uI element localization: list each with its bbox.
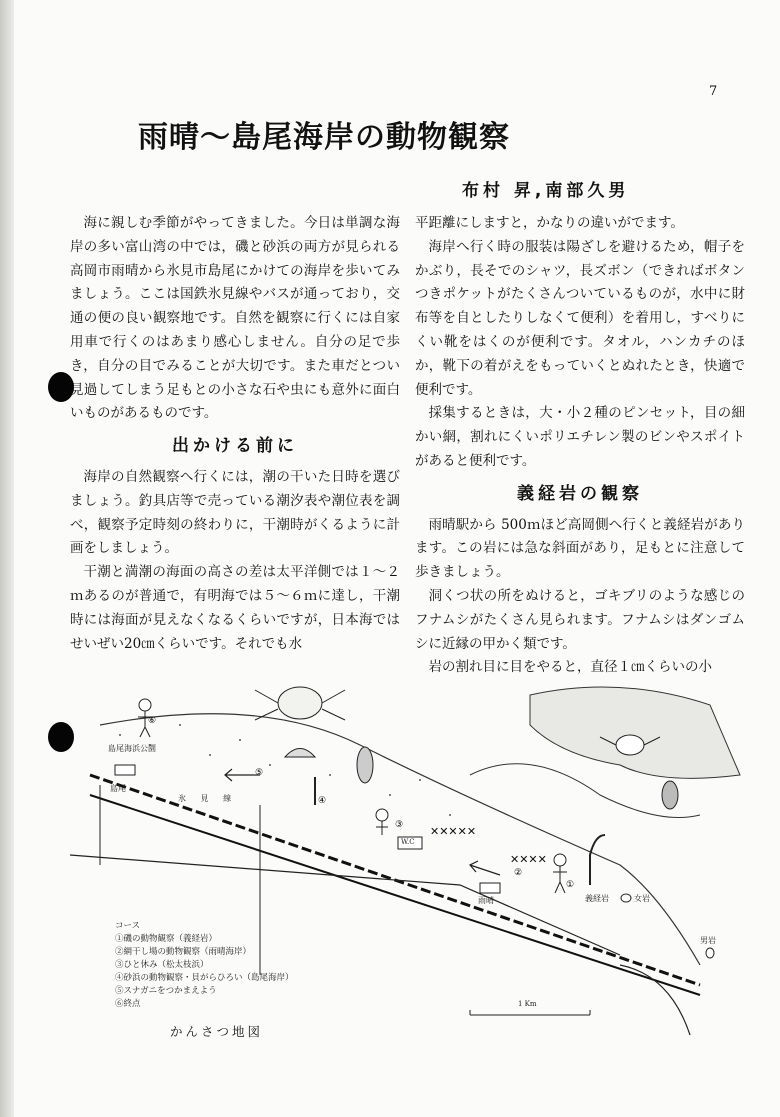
scale-bar [470, 1010, 590, 1015]
label-himi-line: 氷 見 線 [178, 794, 238, 803]
label-amaharashi: 雨晴 [478, 896, 494, 905]
paragraph: 干潮と満潮の海面の高さの差は太平洋側では１～２ｍあるのが普通で，有明海では５～６ｍに達し，干潮時には海面が見えなくなるくらいですが，日本海ではせいぜい20㎝くらいです。それでも水 [70, 564, 400, 652]
route-arrow-2 [470, 861, 500, 875]
hiker-figure-3 [376, 809, 388, 835]
chiton-illustration [662, 781, 678, 809]
legend-title: コース [115, 921, 141, 931]
isopod-illustration [357, 747, 373, 783]
label-shimao-station: 島尾 [110, 784, 126, 793]
legend-item: ③ひと休み（松太枝浜） [115, 960, 209, 970]
stop-4: ④ [318, 796, 327, 806]
legend-item: ⑤スナガニをつかまえよう [115, 986, 217, 996]
paragraph: 雨晴駅から 500ｍほど高岡側へ行くと義経岩があります。この岩には急な斜面があり，足もとに注意して歩きましょう。 [415, 516, 745, 581]
stop-6: ⑥ [148, 716, 157, 726]
label-meiwa: 女岩 [634, 894, 650, 903]
label-scale: 1 Km [518, 1000, 537, 1008]
section-heading-before-going: 出かける前に [172, 436, 298, 457]
page-binding-shadow [0, 0, 14, 1117]
paragraph: 海岸へ行く時の服装は陽ざしを避けるため，帽子をかぶり，長そでのシャツ，長ズボン（できればボタンつきポケットがたくさんついているものが，水中に財布等を自としたりしなくて便利）を着用し，すべりにくい靴をはくのが便利です。タオル，ハンカチのほか，靴下の着がえをもっていくとぬれたとき，快適で便利です。 [415, 238, 745, 398]
legend-item: ②網干し場の動物観察（雨晴海岸） [115, 947, 252, 957]
crab-illustration [255, 687, 345, 720]
paragraph: 岩の割れ目に目をやると，直径１㎝くらいの小 [428, 659, 712, 676]
intro-paragraph: 海に親しむ季節がやってきました。今日は単調な海岸の多い富山湾の中では，磯と砂浜の両方が見られる高岡市雨晴から氷見市島尾にかけての海岸を歩いてみましょう。ここは国鉄氷見線やバスが通っており，交通の便の良い観察地です。自然を観察に行くには自家用車で行くのはあまり感心しません。自分の足で歩き，自分の目でみることが大切です。また車だとつい見過してしまう足もとの小さな石や虫にも意外に面白いものがあるものです。 [70, 215, 400, 422]
legend-item: ④砂浜の動物観察・貝がらひろい（島尾海岸） [115, 973, 294, 983]
right-column [415, 212, 745, 680]
article-title: 雨晴～島尾海岸の動物観察 [138, 120, 510, 155]
stop-2: ② [514, 868, 523, 878]
shell-illustration [285, 749, 315, 758]
legend-item: ⑥終点 [115, 999, 141, 1009]
paragraph: 洞くつ状の所をぬけると，ゴキブリのような感じのフナムシがたくさん見られます。フナムシはダンゴムシに近縁の甲かく類です。 [415, 587, 745, 652]
owa-rock [706, 948, 714, 958]
net-marks-2: ✕✕✕✕ [510, 853, 547, 866]
route-arrow-1 [590, 835, 605, 885]
page-number: 7 [709, 84, 718, 99]
rocky-shore [530, 687, 740, 778]
paragraph: 平距離にしますと，かなりの違いがでます。 [415, 215, 684, 231]
sand-stipple [119, 724, 451, 816]
stop-1: ① [566, 880, 575, 890]
hiker-figure-1 [553, 854, 567, 893]
label-owa: 男岩 [700, 936, 716, 945]
label-shimao-park: 島尾海浜公園 [108, 744, 156, 753]
label-wc: W.C [401, 838, 415, 846]
meiwa-rock [621, 894, 631, 902]
authors: 布村 昇,南部久男 [462, 181, 630, 201]
stop-3: ③ [395, 820, 404, 830]
amaharashi-station-marker [480, 883, 500, 893]
map-legend [115, 920, 294, 1011]
label-yoshitsune-rock: 義経岩 [585, 894, 609, 903]
stop-5: ⑤ [255, 768, 264, 778]
left-column [70, 212, 400, 656]
map-caption: かんさつ地図 [170, 1024, 264, 1039]
paragraph: 採集するときは，大・小２種のピンセット，目の細かい網，割れにくいポリエチレン製のビンやスポイトがあると便利です。 [415, 405, 745, 469]
net-marks-1: ✕✕✕✕✕ [430, 825, 477, 838]
legend-item: ①磯の動物観察（義経岩） [115, 934, 218, 944]
shimao-station-marker [115, 765, 135, 775]
paragraph: 海岸の自然観察へ行くには，潮の干いた日時を選びましょう。釣具店等で売っている潮汐表や潮位表を調べ，観察予定時刻の終わりに，干潮時がくるように計画をしましょう。 [70, 468, 400, 557]
section-heading-yoshitsune-rock: 義経岩の観察 [517, 483, 643, 504]
coast-south [620, 965, 690, 1035]
